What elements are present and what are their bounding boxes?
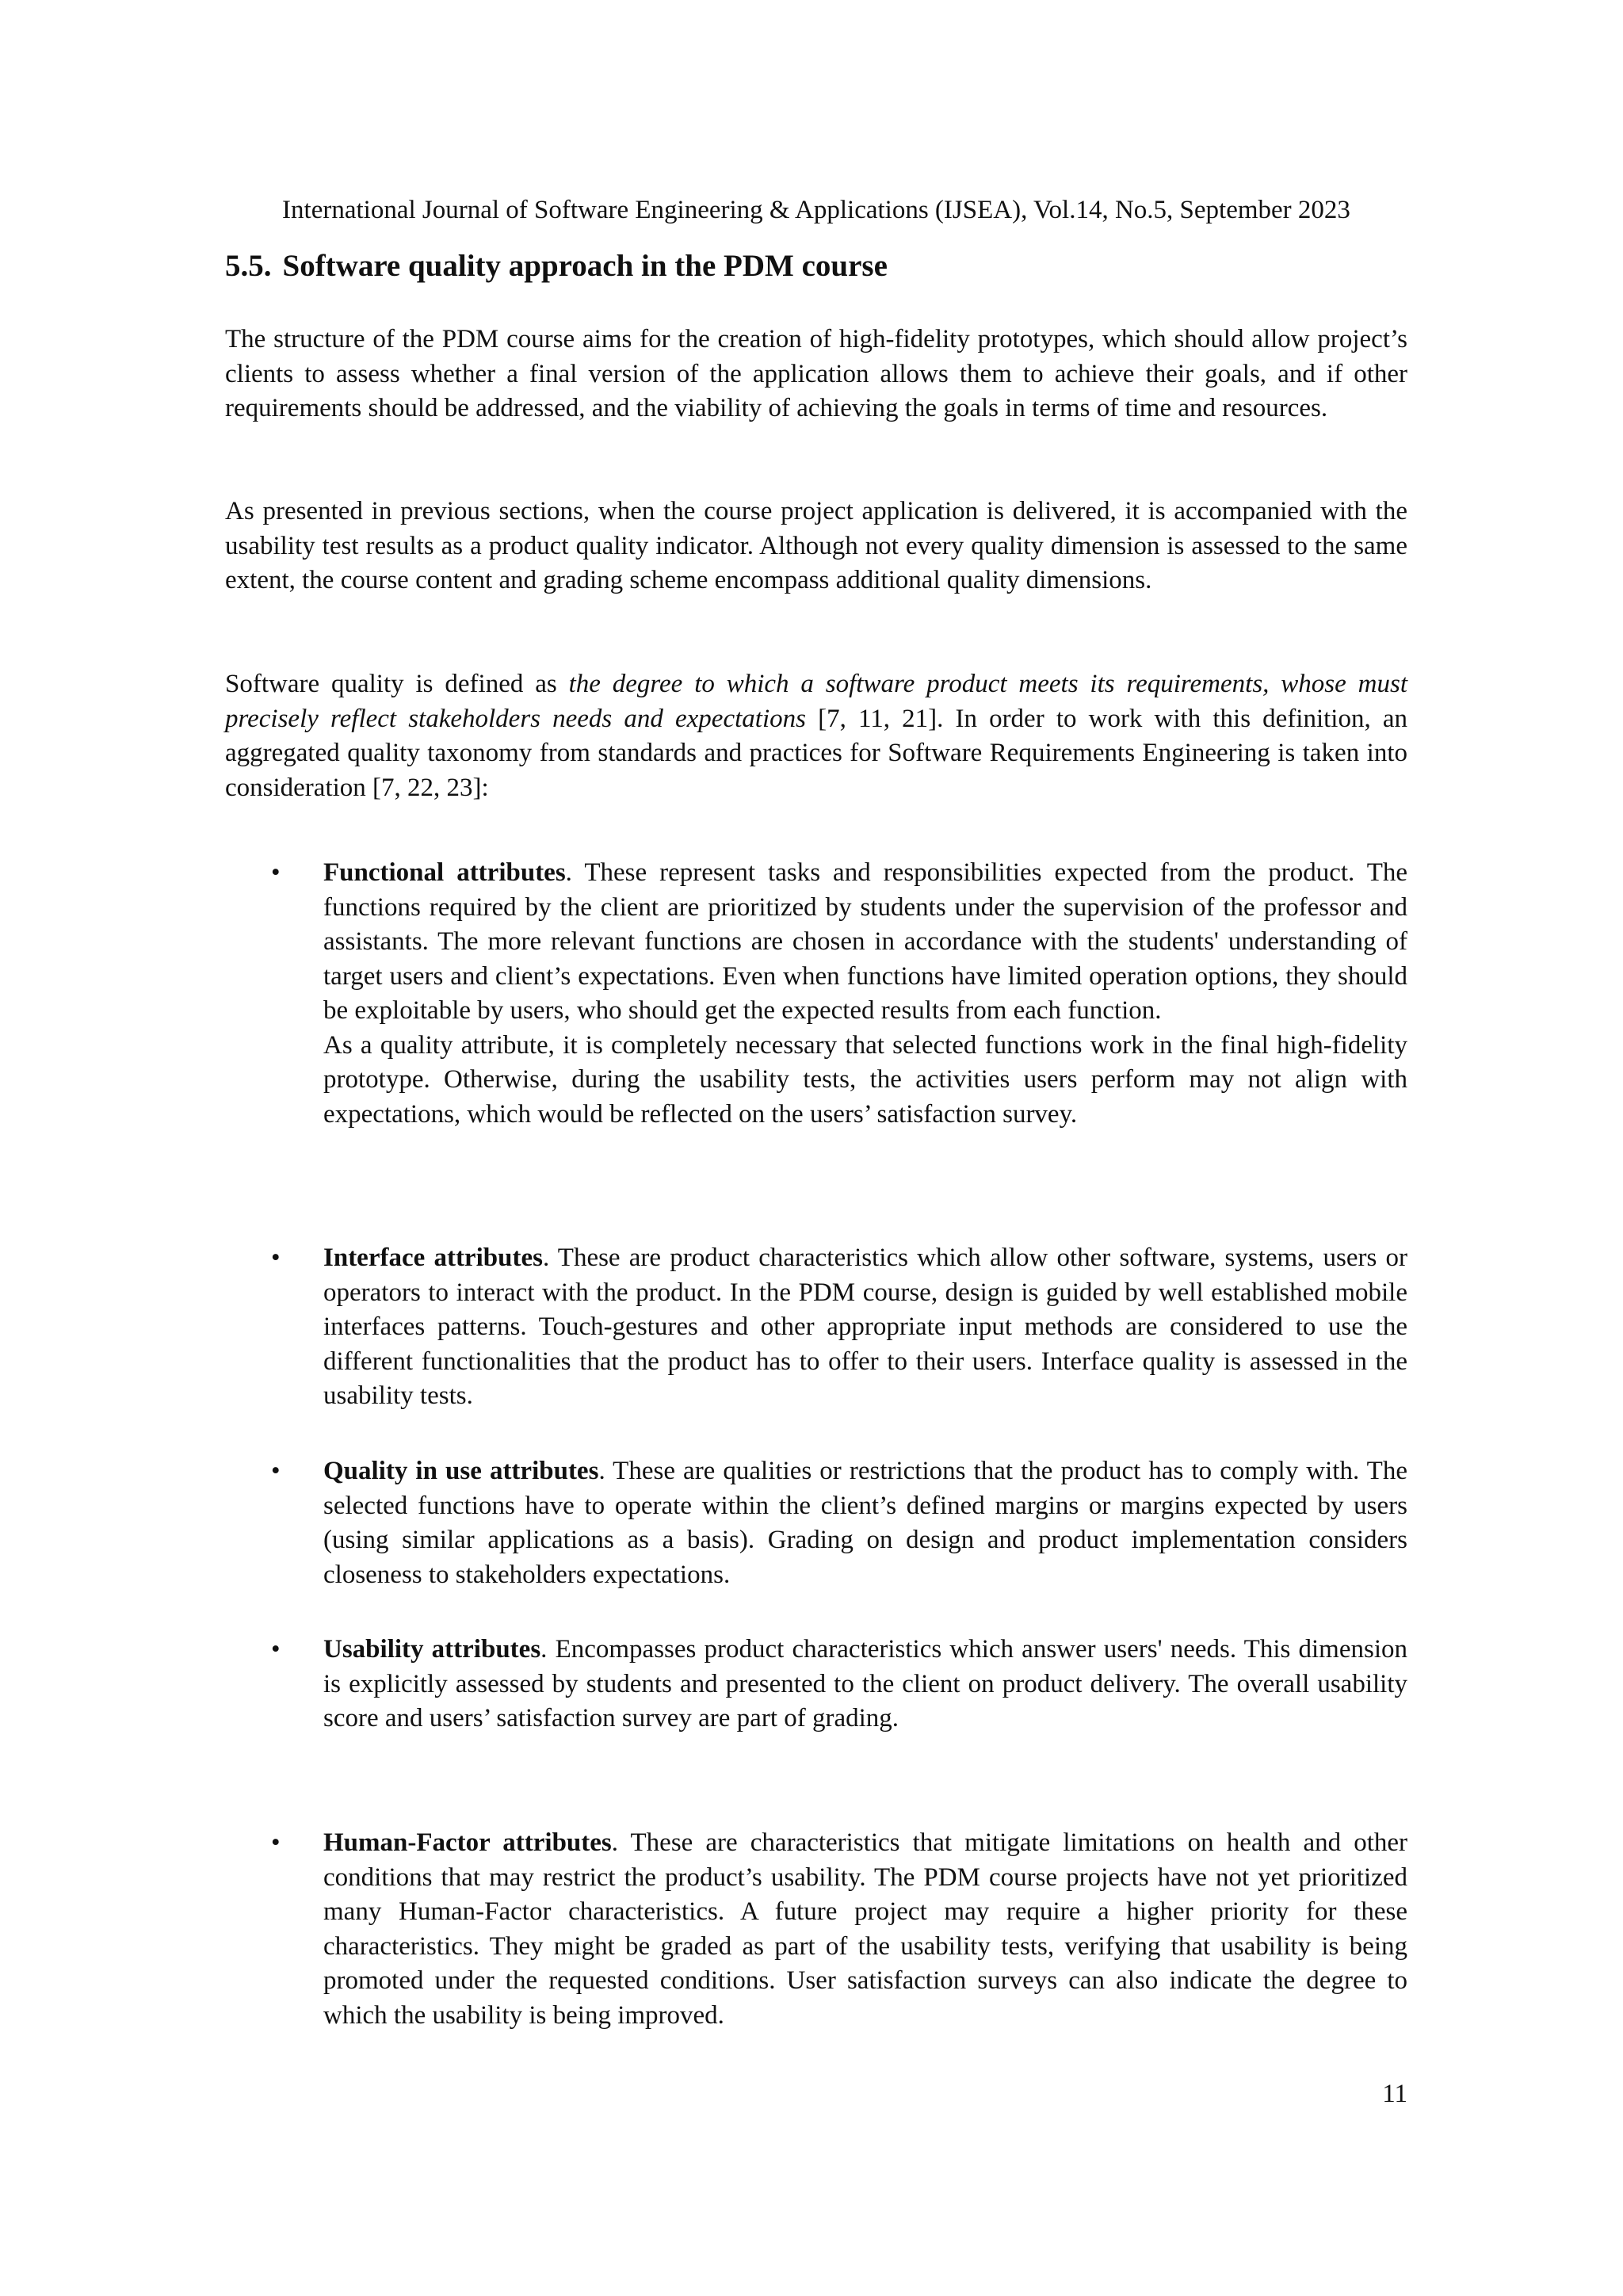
bullet-human-factor-text (323, 1826, 1407, 2033)
bullet-description: . These are characteristics that mitigate limitations on health and other conditions that may restrict the product’s usability. The PDM course projects have not yet prioritized many Human-Factor characteristics. A future project may require a higher priority for these characteristics. They might be graded as part of the usability tests, verifying that usability is being promoted under the requested conditions. User satisfaction surveys can also indicate the degree to which the usability is being improved. (323, 1828, 1407, 2030)
bullet-functional-attributes (225, 856, 1407, 1132)
bullet-term: Usability attributes (323, 1635, 541, 1664)
section-heading (225, 246, 1414, 287)
running-header: International Journal of Software Engineering & Applications (IJSEA), Vol.14, No.5, September 2023 (282, 196, 1350, 224)
bullet-functional-extra: As a quality attribute, it is completely necessary that selected functions work in the final high-fidelity prototype. Otherwise, during the usability tests, the activities users perform may not align with expectations, which would be reflected on the users’ satisfaction survey. (323, 1030, 1407, 1129)
bullet-term: Human-Factor attributes (323, 1828, 612, 1857)
bullet-human-factor-attributes (225, 1826, 1407, 2033)
paragraph-quality-definition (225, 667, 1407, 805)
section-title: Software quality approach in the PDM course (282, 249, 888, 283)
bullet-marker: • (271, 858, 281, 887)
bullet-usability-text (323, 1633, 1407, 1736)
bullet-usability-attributes (225, 1633, 1407, 1736)
bullet-description: . These represent tasks and responsibilities expected from the product. The functions required by the client are prioritized by students under the supervision of the professor and assistants. The more relevant functions are chosen in accordance with the students' understanding of target users and client’s expectations. Even when functions have limited operation options, they should be exploitable by users, who should get the expected results from each function. (323, 858, 1407, 1025)
bullet-marker: • (271, 1635, 281, 1664)
bullet-quality-in-use-attributes (225, 1454, 1407, 1592)
bullet-term: Interface attributes (323, 1244, 543, 1272)
bullet-term: Quality in use attributes (323, 1457, 599, 1485)
bullet-description: . Encompasses product characteristics which answer users' needs. This dimension is explicitly assessed by students and presented to the client on product delivery. The overall usability score and users’ satisfaction survey are part of grading. (323, 1635, 1407, 1733)
quality-definition-tail: [7, 11, 21]. In order to work with this definition, an aggregated quality taxonomy from standards and practices for Software Requirements Engineering is taken into consideration [7, 22, 23]: (225, 704, 1407, 802)
paragraph-prototypes: The structure of the PDM course aims for the creation of high-fidelity prototypes, which should allow project’s clients to assess whether a final version of the application allows them to achieve their goals, and if other requirements should be addressed, and the viability of achieving the goals in terms of time and resources. (225, 325, 1407, 422)
paragraph-quality-indicator: As presented in previous sections, when the course project application is delivered, it is accompanied with the usability test results as a product quality indicator. Although not every quality dimension is assessed to the same extent, the course content and grading scheme encompass additional quality dimensions. (225, 497, 1407, 594)
quality-definition-lead: Software quality is defined as (225, 670, 569, 698)
bullet-marker: • (271, 1828, 281, 1857)
bullet-description: . These are product characteristics which allow other software, systems, users or operators to interact with the product. In the PDM course, design is guided by well established mobile interfaces patterns. Touch-gestures and other appropriate input methods are considered to use the different functionalities that the product has to offer to their users. Interface quality is assessed in the usability tests. (323, 1244, 1407, 1410)
bullet-interface-attributes (225, 1241, 1407, 1414)
bullet-marker: • (271, 1457, 281, 1485)
section-number: 5.5. (225, 249, 272, 283)
quality-definition-italic: the degree to which a software product meets its requirements, whose must precisely reflect stakeholders needs and expectations (225, 670, 1407, 733)
bullet-marker: • (271, 1244, 281, 1272)
page-number: 11 (1382, 2080, 1407, 2108)
bullet-functional-text (323, 856, 1407, 1029)
bullet-term: Functional attributes (323, 858, 566, 887)
bullet-description: . These are qualities or restrictions that the product has to comply with. The selected functions have to operate within the client’s defined margins or margins expected by users (using similar applications as a basis). Grading on design and product implementation considers closeness to stakeholders expectations. (323, 1457, 1407, 1589)
bullet-interface-text (323, 1241, 1407, 1414)
bullet-quality-in-use-text (323, 1454, 1407, 1592)
